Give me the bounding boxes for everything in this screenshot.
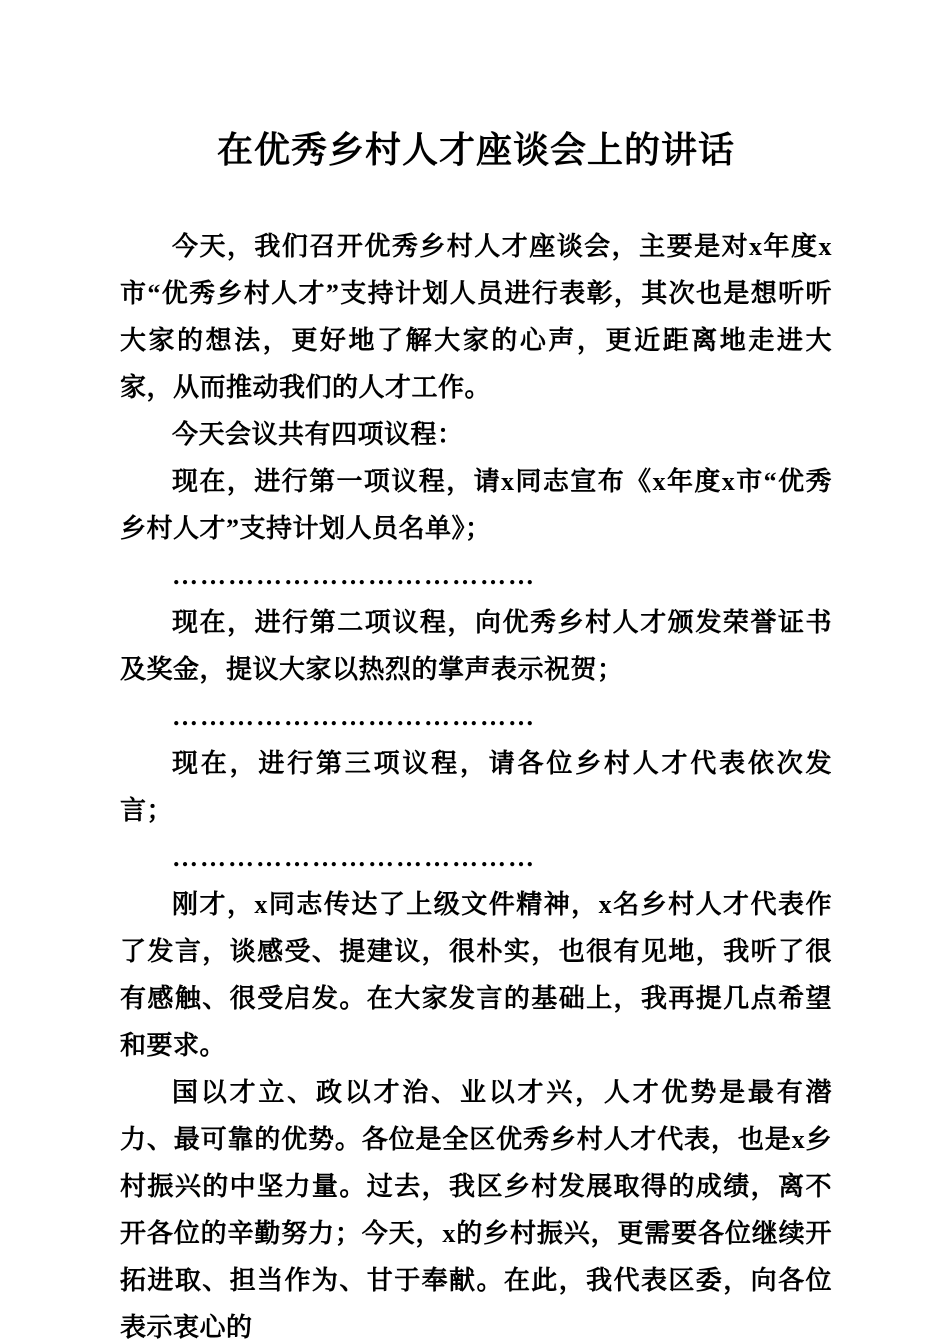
document-title: 在优秀乡村人才座谈会上的讲话 [216, 130, 735, 170]
paragraph-agenda-item-3: 现在，进行第三项议程，请各位乡村人才代表依次发言； [120, 749, 832, 825]
paragraph-summary: 刚才，x同志传达了上级文件精神，x名乡村人才代表作了发言，谈感受、提建议，很朴实，也很有见地，我听了很有感触、很受启发。在大家发言的基础上，我再提几点希望和要求。 [120, 890, 832, 1060]
ellipsis-line: ………………………………… [172, 843, 536, 872]
paragraph-agenda-heading: 今天会议共有四项议程： [172, 420, 464, 449]
ellipsis-line: ………………………………… [172, 561, 536, 590]
ellipsis-line: ………………………………… [172, 702, 536, 731]
paragraph-talent-importance: 国以才立、政以才治、业以才兴，人才优势是最有潜力、最可靠的优势。各位是全区优秀乡村人才代表，也是x乡村振兴的中坚力量。过去，我区乡村发展取得的成绩，离不开各位的辛勤努力；今天，x的乡村振兴，更需要各位继续开拓进取、担当作为、甘于奉献。在此，我代表区委，向各位表示衷心的 [120, 1078, 832, 1342]
paragraph-agenda-item-2: 现在，进行第二项议程，向优秀乡村人才颁发荣誉证书及奖金，提议大家以热烈的掌声表示祝贺； [120, 608, 832, 684]
paragraph-agenda-item-1: 现在，进行第一项议程，请x同志宣布《x年度x市“优秀乡村人才”支持计划人员名单》； [120, 467, 832, 543]
paragraph-intro: 今天，我们召开优秀乡村人才座谈会，主要是对x年度x市“优秀乡村人才”支持计划人员进行表彰，其次也是想听听大家的想法，更好地了解大家的心声，更近距离地走进大家，从而推动我们的人才工作。 [120, 232, 832, 402]
